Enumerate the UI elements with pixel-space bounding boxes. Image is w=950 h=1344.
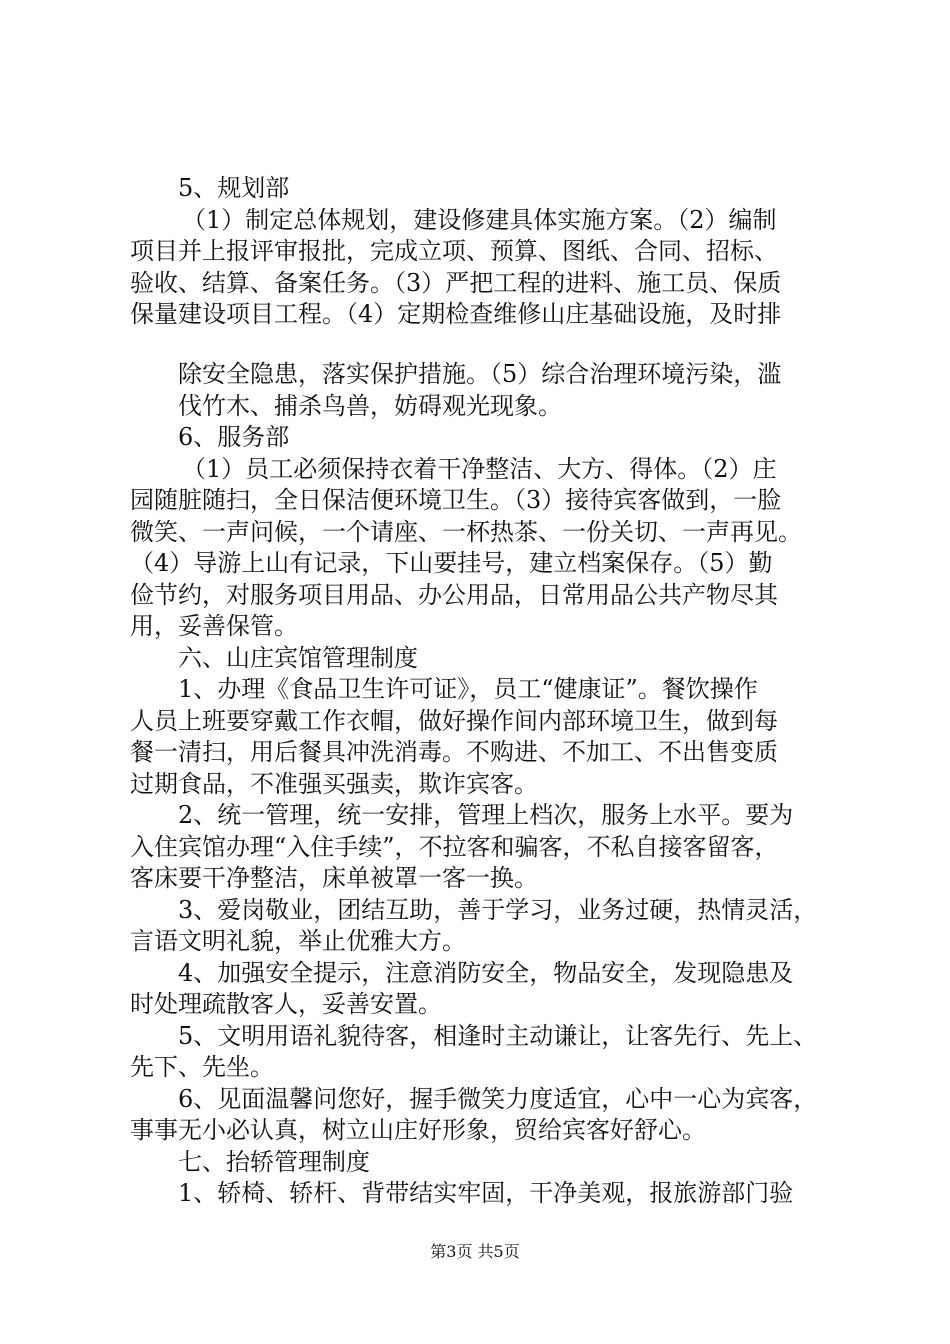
text-line: 园随脏随扫，全日保洁便环境卫生。（3）接待宾客做到，一脸 bbox=[130, 486, 782, 514]
text-line: 验收、结算、备案任务。（3）严把工程的进料、施工员、保质 bbox=[130, 268, 782, 297]
text-line: （1）制定总体规划，建设修建具体实施方案。（2）编制 bbox=[182, 205, 777, 234]
text-line: 言语文明礼貌，举止优雅大方。 bbox=[130, 927, 466, 955]
section-planning-dept bbox=[130, 173, 850, 331]
page-number-footer: 第3页 共5页 bbox=[430, 1242, 520, 1261]
text-line: 用，妥善保管。 bbox=[130, 612, 298, 640]
text-line: 事事无小必认真，树立山庄好形象，贸给宾客好舒心。 bbox=[130, 1116, 706, 1144]
text-line: 先下、先坐。 bbox=[130, 1053, 274, 1081]
text-line: 3、爱岗敬业，团结互助，善于学习，业务过硬，热情灵活， bbox=[178, 895, 818, 924]
heading-service-dept: 6、服务部 bbox=[178, 423, 290, 451]
text-line: 4、加强安全提示，注意消防安全，物品安全，发现隐患及 bbox=[178, 958, 794, 987]
text-line: 除安全隐患，落实保护措施。（5）综合治理环境污染，滥 bbox=[178, 360, 782, 388]
heading-planning-dept: 5、规划部 bbox=[178, 174, 290, 202]
text-line: 餐一清扫，用后餐具冲洗消毒。不购进、不加工、不出售变质 bbox=[130, 738, 778, 766]
text-line: 微笑、一声问候，一个请座、一杯热茶、一份关切、一声再见。 bbox=[130, 517, 802, 546]
text-line: 6、见面温馨问您好，握手微笑力度适宜，心中一心为宾客， bbox=[178, 1084, 818, 1113]
text-line: 5、文明用语礼貌待客，相逢时主动谦让，让客先行、先上、 bbox=[178, 1021, 818, 1050]
section-main-body bbox=[130, 422, 850, 1210]
text-line: 俭节约，对服务项目用品、办公用品，日常用品公共产物尽其 bbox=[130, 580, 778, 609]
text-line: 1、轿椅、轿杆、背带结实牢固，干净美观，报旅游部门验 bbox=[178, 1179, 794, 1207]
text-line: 项目并上报评审报批，完成立项、预算、图纸、合同、招标、 bbox=[130, 237, 778, 265]
heading-hotel-rules: 六、山庄宾馆管理制度 bbox=[178, 643, 418, 672]
text-line: 入住宾馆办理“入住手续”，不拉客和骗客，不私自接客留客， bbox=[130, 832, 779, 861]
text-line: 2、统一管理，统一安排，管理上档次，服务上水平。要为 bbox=[178, 801, 794, 829]
text-line: 伐竹木、捕杀鸟兽，妨碍观光现象。 bbox=[178, 391, 562, 420]
text-line: 时处理疏散客人，妥善安置。 bbox=[130, 990, 442, 1018]
text-line: 保量建设项目工程。（4）定期检查维修山庄基础设施，及时排 bbox=[130, 300, 782, 328]
text-line: 客床要干净整洁，床单被罩一客一换。 bbox=[130, 864, 538, 892]
text-line: （1）员工必须保持衣着干净整洁、大方、得体。（2）庄 bbox=[182, 454, 777, 483]
heading-sedan-chair-rules: 七、抬轿管理制度 bbox=[178, 1147, 370, 1176]
section-continued-lines bbox=[178, 359, 858, 422]
text-line: 1、办理《食品卫生许可证》，员工“健康证”。餐饮操作 bbox=[178, 675, 758, 703]
text-line: 人员上班要穿戴工作衣帽，做好操作间内部环境卫生，做到每 bbox=[130, 706, 778, 735]
text-line: （4）导游上山有记录，下山要挂号，建立档案保存。（5）勤 bbox=[130, 549, 773, 577]
text-line: 过期食品，不准强买强卖，欺诈宾客。 bbox=[130, 769, 538, 798]
